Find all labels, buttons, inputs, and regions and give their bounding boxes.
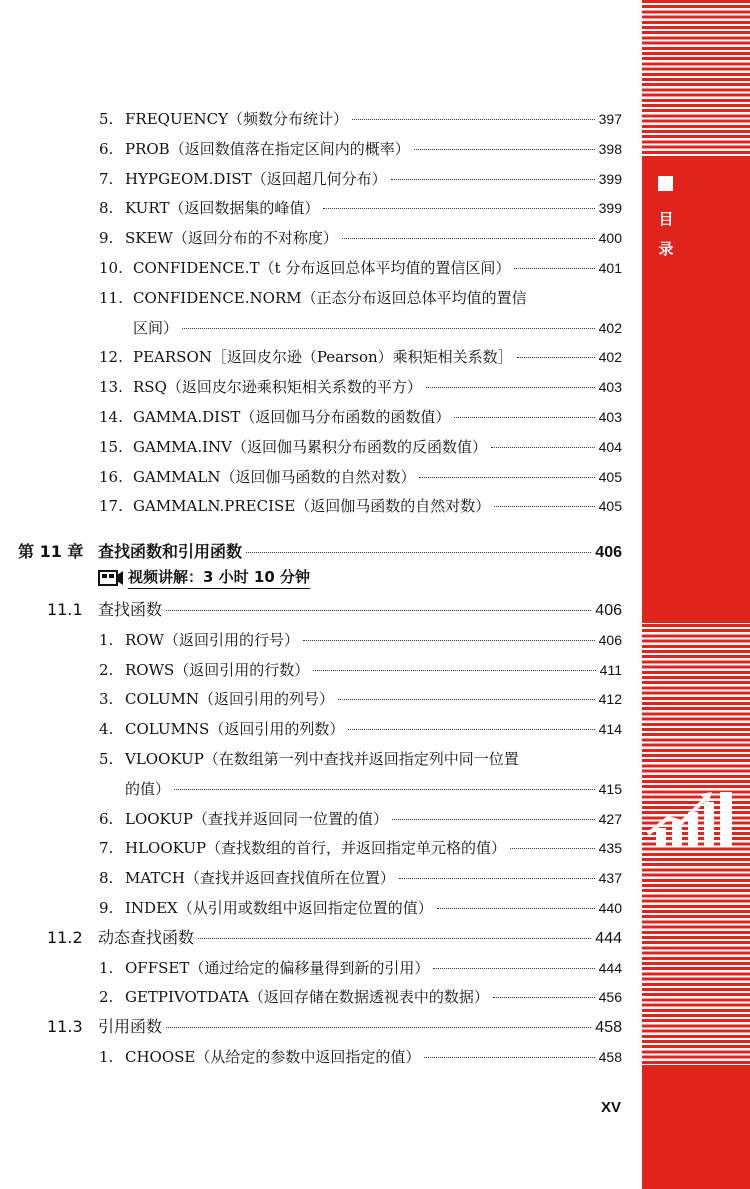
entry-title: 区间） [133,318,179,337]
strip-bottom-block [642,1065,750,1189]
toc-entry [0,496,622,516]
entry-page: 458 [598,1049,622,1065]
video-camera-icon [98,568,124,588]
entry-title: ROWS（返回引用的行数） [125,660,310,679]
dot-leader [399,878,595,879]
dot-leader [426,387,595,388]
dot-leader [437,908,595,909]
entry-title: MATCH（查找并返回查找值所在位置） [125,869,395,888]
entry-page: 404 [598,438,622,455]
entry-title: 的值） [125,779,171,798]
entry-title: GAMMA.INV（返回伽马累积分布函数的反函数值） [133,437,488,456]
entry-page: 401 [598,260,622,276]
entry-number: 15. [99,437,123,456]
entry-page: 398 [598,140,622,157]
entry-page: 402 [598,319,622,336]
entry-title: CHOOSE（从给定的参数中返回指定的值） [125,1048,421,1066]
entry-title: PEARSON［返回皮尔逊（Pearson）乘积矩相关系数］ [133,348,513,367]
entry-title: GAMMA.DIST（返回伽马分布函数的函数值） [133,408,451,426]
entry-page: 437 [598,870,622,887]
dot-leader [491,447,595,448]
entry-title: 查找函数和引用函数 [98,542,243,561]
entry-number: 7. [99,839,114,858]
dot-leader [182,328,595,329]
toc-entry [0,779,622,799]
entry-number: 1. [99,630,114,649]
entry-number: 12. [99,348,123,367]
entry-page: 402 [598,349,622,366]
section-heading [0,1017,622,1038]
entry-title: RSQ（返回皮尔逊乘积矩相关系数的平方） [133,378,422,397]
entry-page: 406 [598,631,622,648]
toc-entry [0,719,622,739]
entry-number: 6. [99,809,114,828]
entry-title: GAMMALN（返回伽马函数的自然对数） [133,467,416,486]
entry-page: 440 [598,900,622,916]
entry-title: CONFIDENCE.NORM（正态分布返回总体平均值的置信 [133,288,527,307]
entry-number: 5. [99,750,114,768]
video-info [98,566,310,589]
entry-number: 13. [99,378,123,397]
page-number: XV [601,1099,622,1116]
toc-entry [0,288,622,308]
chapter-heading [0,542,622,563]
entry-number: 8. [99,199,114,218]
video-duration: 视频讲解：3 小时 10 分钟 [128,566,310,589]
dot-leader [303,640,595,641]
entry-number: 8. [99,869,114,888]
entry-number: 16. [99,467,123,486]
toc-entry [0,407,622,427]
entry-page: 406 [595,544,622,561]
entry-number: 7. [99,169,114,188]
entry-page: 444 [595,929,622,947]
toc-entry [0,228,622,248]
dot-leader [424,1057,594,1058]
entry-title: FREQUENCY（频数分布统计） [125,110,349,128]
dot-leader [419,477,594,478]
toc-entry [0,630,622,650]
square-icon [658,176,673,191]
dot-leader [166,610,591,611]
entry-title: CONFIDENCE.T（t 分布返回总体平均值的置信区间） [133,259,511,277]
dot-leader [510,848,595,849]
entry-number: 1. [99,1048,114,1066]
toc-entry [0,109,622,129]
toc-entry [0,868,622,888]
dot-leader [517,357,595,358]
strip-middle-block [642,158,750,623]
dot-leader [454,417,594,418]
toc-entry [0,689,622,709]
strip-top-band [642,0,750,3]
toc-entry [0,437,622,457]
entry-number: 11. [99,288,123,307]
entry-title: 查找函数 [98,600,163,619]
toc-entry [0,318,622,338]
entry-number: 10. [99,259,123,277]
entry-title: VLOOKUP（在数组第一列中查找并返回指定列中同一位置 [125,750,519,768]
dot-leader [392,819,595,820]
dot-leader [391,179,595,180]
entry-title: SKEW（返回分布的不对称度） [125,229,338,248]
toc-entry [0,169,622,189]
entry-number: 11.2 [47,927,83,947]
entry-page: 397 [598,111,622,127]
entry-page: 456 [598,989,622,1006]
entry-number: 4. [99,720,114,739]
entry-title: HLOOKUP（查找数组的首行，并返回指定单元格的值） [125,839,507,858]
entry-title: GAMMALN.PRECISE（返回伽马函数的自然对数） [133,497,491,516]
toc-entry [0,958,622,978]
entry-title: ROW（返回引用的行号） [125,630,300,649]
dot-leader [348,729,594,730]
entry-title: INDEX（从引用或数组中返回指定位置的值） [125,899,433,917]
dot-leader [433,968,594,969]
dot-leader [166,1027,591,1028]
toc-entry [0,377,622,397]
dot-leader [414,149,595,150]
entry-page: 414 [598,721,622,738]
toc-entry [0,838,622,858]
entry-number: 17. [99,497,123,516]
side-decoration-strip [642,0,750,1189]
toc-entry [0,198,622,218]
dot-leader [514,268,594,269]
dot-leader [342,238,595,239]
entry-number: 6. [99,139,114,158]
toc-entry [0,809,622,829]
entry-number: 2. [99,660,114,679]
entry-number: 1. [99,958,114,977]
entry-number: 11.3 [47,1017,83,1037]
entry-title: COLUMNS（返回引用的列数） [125,720,345,739]
dot-leader [313,670,595,671]
section-heading [0,600,622,621]
toc-entry [0,1047,622,1067]
toc-entry [0,660,622,680]
dot-leader [352,119,595,120]
dot-leader [174,789,595,790]
entry-page: 403 [598,409,622,425]
entry-page: 444 [598,959,622,976]
entry-page: 399 [598,170,622,187]
dot-leader [493,997,595,998]
dot-leader [338,699,595,700]
entry-title: PROB（返回数值落在指定区间内的概率） [125,139,410,158]
growth-chart-icon [646,788,746,848]
toc-entry [0,139,622,159]
entry-title: GETPIVOTDATA（返回存储在数据透视表中的数据） [125,988,489,1007]
toc-entry [0,467,622,487]
entry-title: 动态查找函数 [98,927,195,947]
entry-title: OFFSET（通过给定的偏移量得到新的引用） [125,958,430,977]
toc-entry [0,987,622,1007]
toc-entry [0,347,622,367]
entry-title: COLUMN（返回引用的列号） [125,690,335,709]
entry-page: 399 [598,200,622,217]
entry-title: KURT（返回数据集的峰值） [125,199,320,218]
dot-leader [198,938,591,939]
dot-leader [323,208,594,209]
entry-number: 5. [99,110,114,128]
entry-page: 435 [598,840,622,857]
entry-page: 405 [598,468,622,485]
entry-page: 412 [598,691,622,708]
entry-page: 403 [598,379,622,396]
entry-page: 406 [595,602,622,619]
entry-title: LOOKUP（查找并返回同一位置的值） [125,809,388,828]
entry-page: 415 [598,780,622,797]
entry-number: 3. [99,690,114,709]
entry-page: 405 [598,498,622,515]
entry-number: 14. [99,408,123,426]
dot-leader [494,506,594,507]
dot-leader [246,552,591,553]
toc-entry [0,898,622,918]
toc-entry [0,258,622,278]
entry-page: 400 [598,230,622,247]
entry-page: 458 [595,1019,622,1037]
entry-page: 411 [599,661,622,678]
entry-number: 第 11 章 [18,542,84,561]
entry-title: HYPGEOM.DIST（返回超几何分布） [125,169,387,188]
entry-number: 9. [99,899,114,917]
entry-number: 11.1 [47,600,83,619]
toc-entry [0,749,622,769]
entry-number: 2. [99,988,114,1007]
section-heading [0,928,622,949]
entry-number: 9. [99,229,114,248]
toc-label: 目录 [658,210,674,258]
entry-title: 引用函数 [98,1017,163,1037]
entry-page: 427 [598,810,622,827]
